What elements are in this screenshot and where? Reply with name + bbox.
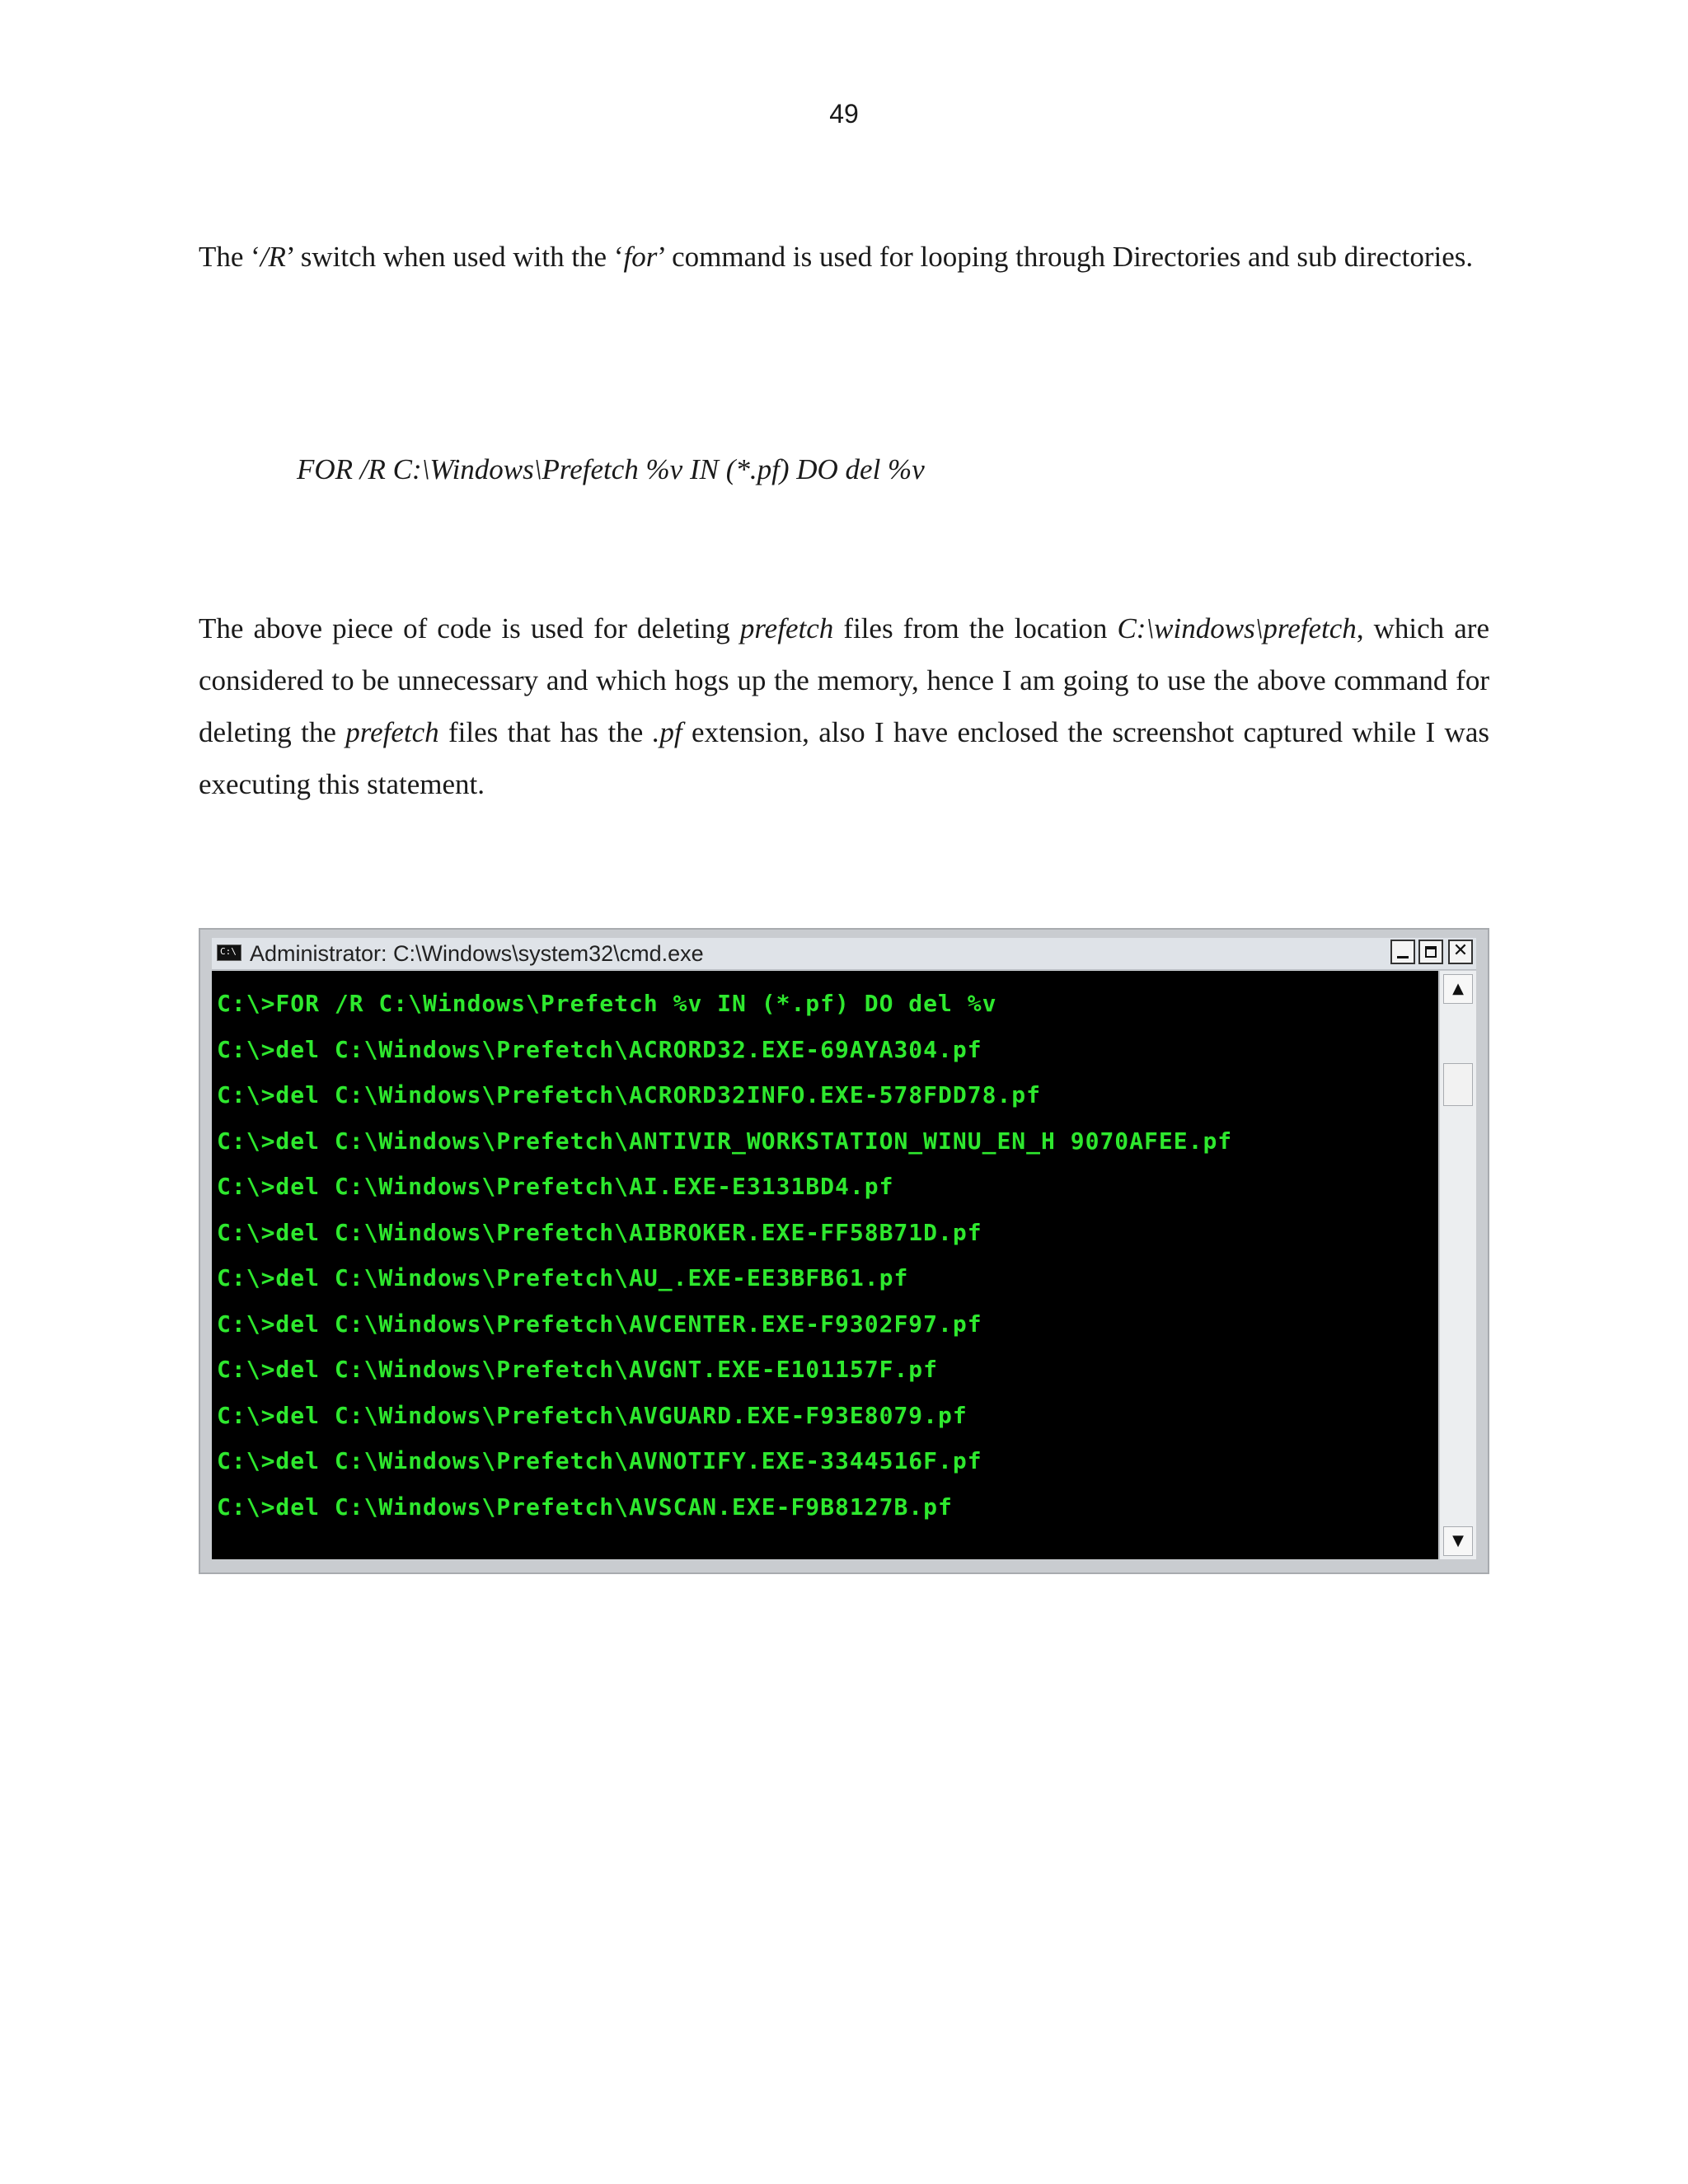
description-text-1: The above piece of code is used for deleting	[199, 612, 740, 644]
scroll-down-arrow-icon: ▼	[1452, 1532, 1464, 1549]
cmd-icon	[217, 944, 241, 961]
console-lines	[217, 981, 1232, 1530]
minimize-button[interactable]	[1390, 940, 1415, 964]
maximize-button[interactable]	[1418, 940, 1443, 964]
vertical-scrollbar[interactable]	[1439, 971, 1476, 1559]
cmd-window-screenshot	[199, 928, 1489, 1574]
intro-text-3: ’ command is used for looping through Directories and sub directories.	[657, 241, 1474, 273]
description-emphasis-2: C:\windows\prefetch	[1117, 612, 1357, 644]
description-text-2: files from the location	[833, 612, 1118, 644]
console-line: C:\>del C:\Windows\Prefetch\AIBROKER.EXE-FF58B71D.pf	[217, 1218, 982, 1246]
console-line: C:\>del C:\Windows\Prefetch\AVSCAN.EXE-F9B8127B.pf	[217, 1493, 953, 1521]
intro-text-1: The ‘	[199, 241, 260, 273]
console-line: C:\>del C:\Windows\Prefetch\AI.EXE-E3131BD4.pf	[217, 1173, 894, 1200]
description-emphasis-1: prefetch	[739, 612, 834, 644]
console-line: C:\>del C:\Windows\Prefetch\AU_.EXE-EE3BFB61.pf	[217, 1264, 909, 1291]
console-output[interactable]	[212, 971, 1438, 1559]
console-line: C:\>del C:\Windows\Prefetch\AVCENTER.EXE-F9302F97.pf	[217, 1310, 982, 1338]
console-line: C:\>del C:\Windows\Prefetch\AVGNT.EXE-E101157F.pf	[217, 1356, 939, 1383]
console-line: C:\>FOR /R C:\Windows\Prefetch %v IN (*.pf) DO del %v	[217, 990, 997, 1017]
code-example: FOR /R C:\Windows\Prefetch %v IN (*.pf) DO del %v	[297, 453, 925, 485]
description-emphasis-3: prefetch	[345, 716, 439, 748]
intro-text-2: ’ switch when used with the ‘	[285, 241, 624, 273]
intro-paragraph	[199, 231, 1489, 283]
close-button[interactable]	[1448, 940, 1473, 964]
console-line: C:\>del C:\Windows\Prefetch\ACRORD32.EXE-69AYA304.pf	[217, 1035, 982, 1063]
cmd-icon-label: C:\	[220, 946, 237, 957]
scroll-down-button[interactable]	[1443, 1526, 1473, 1556]
description-text-3: , which are considered to be unnecessary and which hogs up the memory, hence I am going to use the above command for deleting the	[199, 612, 1489, 748]
scroll-thumb[interactable]	[1443, 1063, 1473, 1106]
console-line: C:\>del C:\Windows\Prefetch\ACRORD32INFO.EXE-578FDD78.pf	[217, 1081, 1042, 1108]
window-title: Administrator: C:\Windows\system32\cmd.exe	[250, 941, 704, 966]
scroll-up-arrow-icon: ▲	[1452, 980, 1464, 997]
console-line: C:\>del C:\Windows\Prefetch\AVGUARD.EXE-F93E8079.pf	[217, 1401, 968, 1429]
description-emphasis-4: .pf	[652, 716, 682, 748]
console-line: C:\>del C:\Windows\Prefetch\ANTIVIR_WORKSTATION_WINU_EN_H 9070AFEE.pf	[217, 1127, 1233, 1155]
close-icon: ✕	[1452, 940, 1469, 961]
switch-name: /R	[260, 241, 286, 273]
description-text-5: extension, also I have enclosed the screenshot captured while I was executing this statement.	[199, 716, 1489, 800]
page-number: 49	[829, 99, 859, 129]
console-line: C:\>del C:\Windows\Prefetch\AVNOTIFY.EXE-3344516F.pf	[217, 1447, 982, 1474]
description-text-4: files that has the	[438, 716, 653, 748]
window-titlebar[interactable]	[212, 938, 1476, 970]
command-name: for	[623, 241, 658, 273]
scroll-up-button[interactable]	[1443, 974, 1473, 1004]
description-paragraph	[199, 602, 1489, 810]
